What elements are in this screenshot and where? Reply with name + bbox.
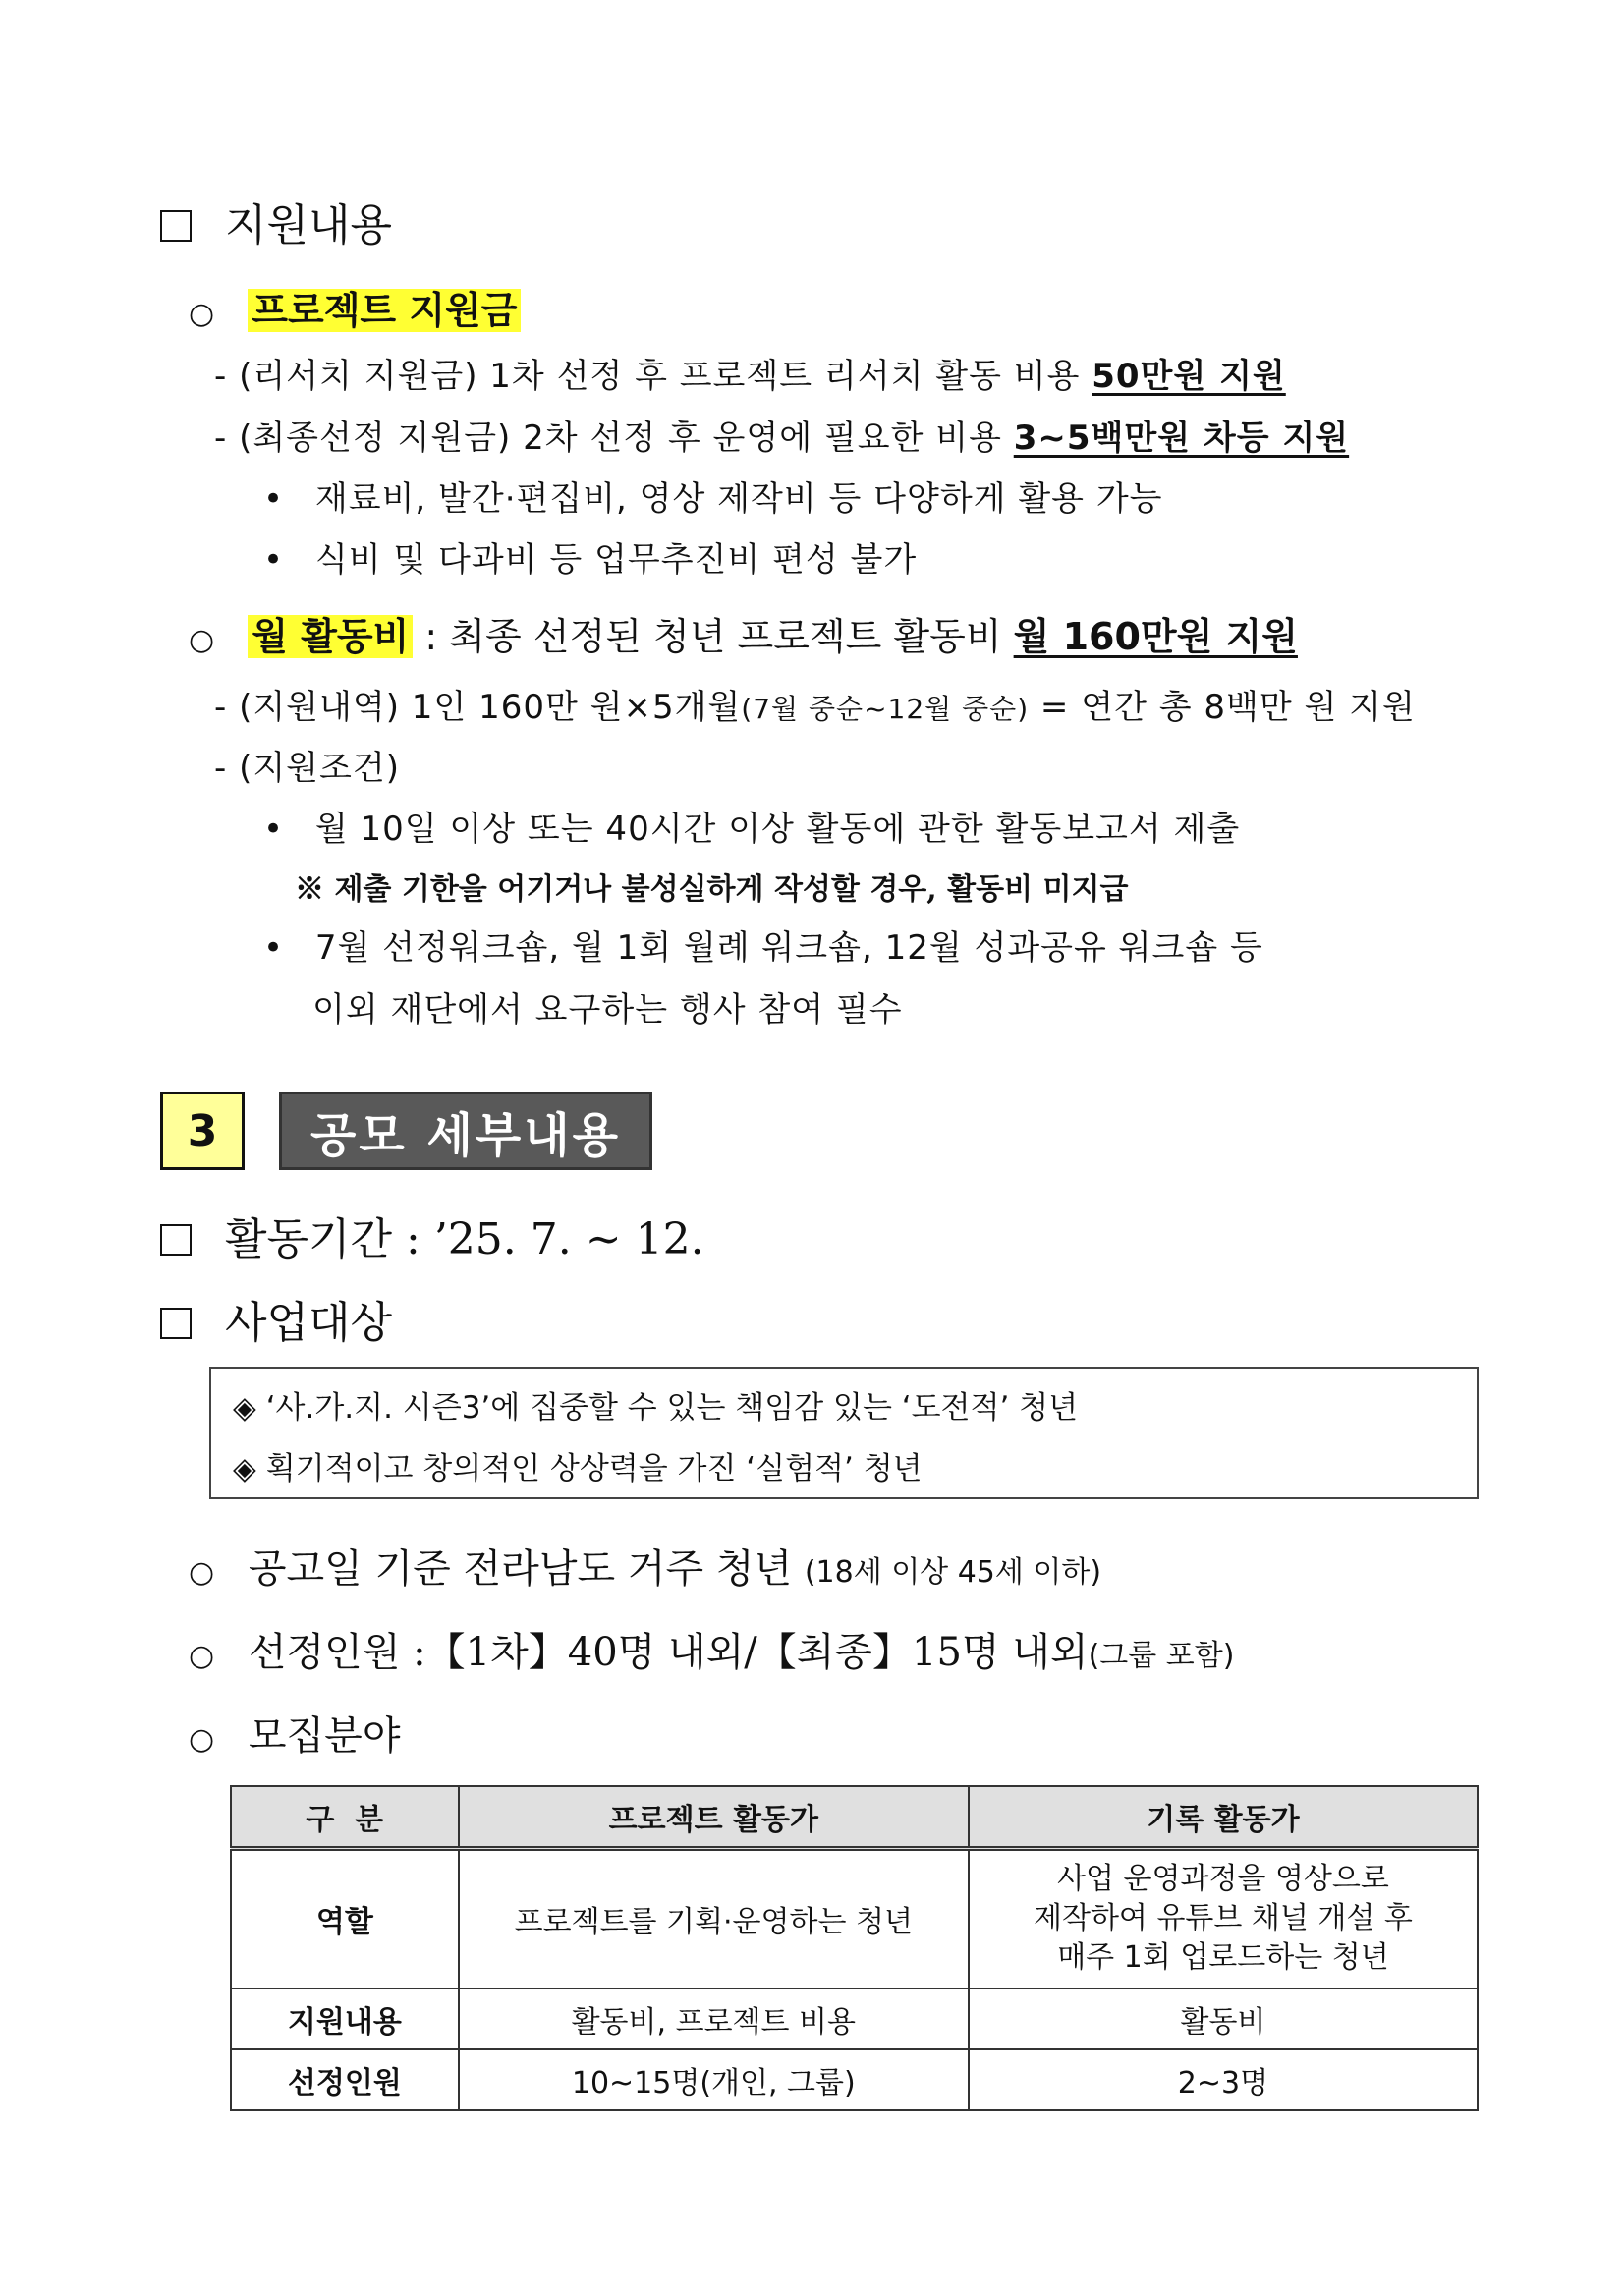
dot-bullet-icon: • [263, 540, 285, 580]
condition-label: - (지원조건) [214, 749, 400, 788]
table-row [231, 2049, 1478, 2110]
circle-bullet-icon: ○ [189, 1639, 215, 1673]
table-header-row [231, 1786, 1478, 1849]
circle-bullet-icon: ○ [189, 623, 215, 657]
final-grant-line: - (최종선정 지원금) 2차 선정 후 운영에 필요한 비용 3~5백만원 차등 지원 [214, 419, 1350, 458]
table-header-cell: 기록 활동가 [969, 1786, 1478, 1849]
condition-note: ※ 제출 기한을 어기거나 불성실하게 작성할 경우, 활동비 미지급 [295, 872, 1129, 907]
dot-bullet-icon: • [263, 810, 285, 849]
row-label: 선정인원 [231, 2049, 459, 2110]
fields-line: ○ 모집분야 [189, 1713, 401, 1759]
target-heading: 사업대상 [160, 1287, 392, 1350]
checkbox-square-icon [160, 1308, 192, 1339]
row-label: 역할 [231, 1849, 459, 1988]
record-cell: 사업 운영과정을 영상으로 제작하여 유튜브 채널 개설 후 매주 1회 업로드하는 청년 [969, 1849, 1478, 1988]
record-cell: 2~3명 [969, 2049, 1478, 2110]
monthly-detail-line: - (지원내역) 1인 160만 원×5개월(7월 중순~12월 중순) = 연간 총 8백만 원 지원 [214, 688, 1416, 727]
residence-line: ○ 공고일 기준 전라남도 거주 청년 (18세 이상 45세 이하) [189, 1546, 1102, 1592]
grant-bullet-2: • 식비 및 다과비 등 업무추진비 편성 불가 [263, 540, 918, 580]
monthly-allowance-title: ○ 월 활동비 : 최종 선정된 청년 프로젝트 활동비 월 160만원 지원 [189, 615, 1298, 658]
dot-bullet-icon: • [263, 928, 285, 968]
circle-bullet-icon: ○ [189, 1722, 215, 1757]
dot-bullet-icon: • [263, 479, 285, 519]
section-title-box: 공모 세부내용 [279, 1092, 652, 1170]
table-header-cell: 구 분 [231, 1786, 459, 1849]
grant-bullet-1: • 재료비, 발간·편집비, 영상 제작비 등 다양하게 활용 가능 [263, 479, 1163, 519]
selection-line: ○ 선정인원 :【1차】40명 내외/【최종】15명 내외(그룹 포함) [189, 1630, 1235, 1675]
target-line-1: ◈ ‘사.가.지. 시즌3’에 집중할 수 있는 책임감 있는 ‘도전적’ 청년 [233, 1390, 1079, 1426]
project-grant-title: ○ 프로젝트 지원금 [189, 280, 521, 334]
circle-bullet-icon: ○ [189, 297, 215, 331]
target-description-box [209, 1367, 1479, 1499]
circle-bullet-icon: ○ [189, 1555, 215, 1590]
activity-period: 활동기간 : ’25. 7. ~ 12. [160, 1204, 704, 1266]
table-row [231, 1988, 1478, 2049]
checkbox-square-icon [160, 1224, 192, 1256]
research-grant-line: - (리서치 지원금) 1차 선정 후 프로젝트 리서치 활동 비용 50만원 지원 [214, 357, 1286, 396]
project-cell: 활동비, 프로젝트 비용 [459, 1988, 969, 2049]
support-heading: 지원내용 [160, 190, 392, 252]
recruitment-table [230, 1785, 1479, 2111]
project-cell: 10~15명(개인, 그룹) [459, 2049, 969, 2110]
table-row [231, 1849, 1478, 1988]
project-cell: 프로젝트를 기획·운영하는 청년 [459, 1849, 969, 1988]
section-number-box: 3 [160, 1092, 245, 1170]
checkbox-square-icon [160, 210, 192, 242]
condition-bullet-1: • 월 10일 이상 또는 40시간 이상 활동에 관한 활동보고서 제출 [263, 810, 1241, 849]
condition-bullet-2-cont: 이외 재단에서 요구하는 행사 참여 필수 [312, 990, 903, 1030]
table-header-cell: 프로젝트 활동가 [459, 1786, 969, 1849]
target-line-2: ◈ 획기적이고 창의적인 상상력을 가진 ‘실험적’ 청년 [233, 1451, 923, 1486]
row-label: 지원내용 [231, 1988, 459, 2049]
record-cell: 활동비 [969, 1988, 1478, 2049]
condition-bullet-2: • 7월 선정워크숍, 월 1회 월례 워크숍, 12월 성과공유 워크숍 등 [263, 928, 1263, 968]
